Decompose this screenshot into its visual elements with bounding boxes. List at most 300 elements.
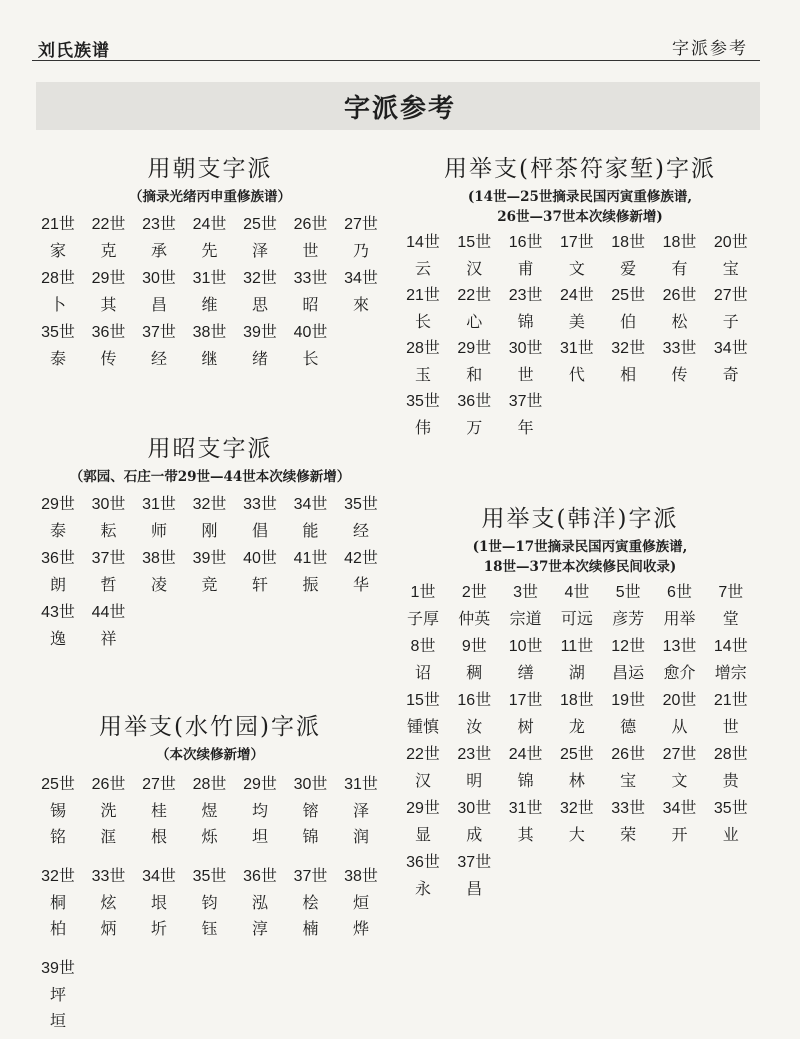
section-note: （摘录光绪丙申重修族谱）	[129, 189, 291, 205]
generation-character: 彦芳	[612, 609, 645, 628]
generation-entry	[182, 212, 238, 264]
generation-number: 36世	[457, 393, 492, 410]
generation-entry	[446, 796, 502, 848]
generation-character: 镕	[302, 801, 319, 820]
generation-number: 25世	[243, 216, 277, 233]
generation-character: 用举	[663, 609, 696, 628]
generation-entry	[498, 389, 554, 441]
generation-character: 钧	[201, 893, 218, 912]
generation-entry	[395, 283, 451, 335]
section-note: （本次续修新增）	[156, 747, 264, 763]
generation-number: 3世	[513, 584, 539, 601]
generation-character: 绪	[251, 349, 268, 368]
generation-character: 凌	[150, 575, 167, 594]
generation-entry	[232, 492, 288, 544]
generation-entry	[652, 230, 708, 282]
generation-entry	[333, 492, 389, 544]
generation-character: 耘	[100, 521, 117, 540]
generation-character: 烜	[352, 893, 369, 912]
generation-number: 24世	[508, 746, 543, 763]
generation-character: 锦	[517, 312, 534, 331]
generation-entry	[446, 634, 502, 686]
generation-entry	[703, 580, 759, 632]
generation-entry	[182, 546, 238, 598]
generation-number: 36世	[243, 868, 277, 885]
generation-entry	[30, 320, 86, 372]
generation-character: 锦	[517, 771, 534, 790]
generation-entry	[30, 492, 86, 544]
generation-entry	[182, 864, 238, 942]
section-juzhi-shuizhuyuan	[40, 708, 380, 765]
generation-entry	[81, 600, 137, 652]
generation-entry	[446, 283, 502, 335]
generation-number: 27世	[662, 746, 697, 763]
generation-character: 昌运	[612, 663, 645, 682]
generation-entry	[333, 864, 389, 942]
generation-number: 25世	[41, 776, 75, 793]
generation-number: 34世	[293, 496, 328, 513]
generation-number: 7世	[718, 584, 744, 601]
generation-entry	[498, 336, 554, 388]
generation-number: 28世	[41, 270, 75, 287]
generation-character: 美	[568, 312, 585, 331]
generation-entry	[549, 283, 605, 335]
generation-number: 36世	[406, 854, 440, 871]
generation-character: 宝	[722, 259, 739, 278]
generation-character: 垠	[150, 893, 167, 912]
generation-number: 18世	[559, 692, 594, 709]
section-juzhi-hanyang	[405, 500, 755, 577]
generation-entry	[600, 283, 656, 335]
generation-entry	[131, 864, 187, 942]
generation-number: 27世	[344, 216, 378, 233]
generation-character: 增宗	[714, 663, 747, 682]
generation-character: 刚	[201, 521, 218, 540]
generation-entry	[30, 956, 86, 1034]
generation-character: 愈介	[663, 663, 696, 682]
generation-number: 4世	[564, 584, 590, 601]
generation-entry	[446, 688, 502, 740]
generation-number: 34世	[713, 340, 748, 357]
generation-entry	[446, 580, 502, 632]
generation-number: 26世	[662, 287, 697, 304]
generation-number: 31世	[142, 496, 176, 513]
generation-entry	[182, 266, 238, 318]
generation-number: 19世	[611, 692, 646, 709]
generation-number: 15世	[457, 234, 492, 251]
generation-character: 來	[352, 295, 369, 314]
generation-number: 28世	[713, 746, 748, 763]
generation-character: 坦	[251, 827, 268, 846]
generation-number: 14世	[713, 638, 748, 655]
generation-entry	[703, 742, 759, 794]
generation-number: 37世	[142, 324, 176, 341]
generation-character: 和	[466, 365, 483, 384]
generation-number: 29世	[91, 270, 126, 287]
generation-number: 9世	[461, 638, 487, 655]
generation-entry	[131, 492, 187, 544]
section-note: 26世—37世本次续修新增)	[497, 209, 663, 225]
generation-number: 2世	[461, 584, 487, 601]
generation-number: 32世	[243, 270, 277, 287]
generation-number: 14世	[406, 234, 440, 251]
generation-character: 昌	[150, 295, 167, 314]
generation-number: 33世	[243, 496, 277, 513]
generation-entry	[549, 634, 605, 686]
generation-character: 传	[100, 349, 117, 368]
generation-entry	[395, 580, 451, 632]
generation-number: 28世	[192, 776, 227, 793]
generation-character: 烨	[352, 919, 369, 938]
generation-number: 36世	[41, 550, 75, 567]
section-note: (1世—17世摘录民国丙寅重修族谱,	[472, 539, 688, 555]
generation-number: 11世	[560, 638, 594, 655]
generation-character: 文	[671, 771, 688, 790]
generation-number: 41世	[293, 550, 328, 567]
generation-number: 39世	[192, 550, 227, 567]
generation-character: 有	[671, 259, 688, 278]
generation-number: 29世	[243, 776, 277, 793]
generation-number: 5世	[615, 584, 641, 601]
generation-character: 湖	[568, 663, 585, 682]
generation-number: 33世	[611, 800, 646, 817]
generation-entry	[498, 742, 554, 794]
generation-entry	[81, 492, 137, 544]
generation-character: 煜	[201, 801, 218, 820]
generation-character: 从	[671, 717, 688, 736]
generation-number: 26世	[91, 776, 126, 793]
generation-entry	[498, 634, 554, 686]
generation-entry	[30, 266, 86, 318]
generation-character: 汉	[414, 771, 431, 790]
generation-number: 28世	[406, 340, 440, 357]
generation-number: 30世	[142, 270, 176, 287]
generation-number: 37世	[91, 550, 126, 567]
generation-entry	[600, 634, 656, 686]
generation-character: 代	[568, 365, 585, 384]
generation-character: 淳	[251, 919, 268, 938]
chapter-title: 字派参考	[672, 39, 748, 59]
generation-character: 克	[100, 241, 117, 260]
generation-entry	[30, 546, 86, 598]
generation-entry	[232, 266, 288, 318]
generation-character: 根	[150, 827, 167, 846]
generation-character: 开	[671, 825, 688, 844]
generation-number: 20世	[713, 234, 748, 251]
generation-number: 42世	[344, 550, 378, 567]
generation-character: 泽	[251, 241, 268, 260]
generation-character: 垣	[49, 1011, 66, 1030]
generation-character: 经	[150, 349, 167, 368]
generation-entry	[446, 389, 502, 441]
generation-character: 万	[466, 418, 483, 437]
generation-character: 经	[352, 521, 369, 540]
generation-number: 10世	[508, 638, 543, 655]
generation-character: 贵	[722, 771, 739, 790]
generation-number: 23世	[508, 287, 543, 304]
generation-character: 泰	[49, 521, 66, 540]
generation-character: 爱	[620, 259, 637, 278]
section-note: 18世—37世本次续修民间收录)	[483, 559, 677, 575]
generation-entry	[395, 850, 451, 902]
generation-character: 泓	[251, 893, 268, 912]
section-chaozhi	[40, 150, 380, 207]
generation-entry	[131, 772, 187, 850]
generation-character: 轩	[251, 575, 268, 594]
generation-number: 26世	[611, 746, 646, 763]
generation-number: 35世	[41, 324, 75, 341]
generation-entry	[446, 850, 502, 902]
generation-entry	[395, 796, 451, 848]
generation-character: 桐	[49, 893, 66, 912]
generation-number: 32世	[559, 800, 594, 817]
generation-character: 云	[414, 259, 431, 278]
generation-entry	[232, 864, 288, 942]
generation-entry	[652, 742, 708, 794]
generation-character: 伟	[414, 418, 431, 437]
generation-number: 22世	[406, 746, 440, 763]
generation-number: 22世	[457, 287, 492, 304]
generation-entry	[703, 283, 759, 335]
generation-entry	[498, 796, 554, 848]
generation-character: 树	[517, 717, 534, 736]
generation-character: 玉	[414, 365, 431, 384]
generation-number: 21世	[41, 216, 75, 233]
generation-number: 32世	[192, 496, 227, 513]
generation-number: 22世	[91, 216, 126, 233]
generation-number: 18世	[662, 234, 697, 251]
generation-entry	[81, 864, 137, 942]
generation-character: 宝	[620, 771, 637, 790]
generation-character: 炫	[100, 893, 117, 912]
generation-number: 21世	[406, 287, 440, 304]
generation-entry	[600, 230, 656, 282]
section-note: (14世—25世摘录民国丙寅重修族谱,	[467, 189, 693, 205]
generation-entry	[446, 742, 502, 794]
generation-entry	[652, 580, 708, 632]
generation-entry	[283, 320, 339, 372]
generation-entry	[600, 742, 656, 794]
generation-character: 汉	[466, 259, 483, 278]
generation-number: 31世	[192, 270, 227, 287]
generation-number: 32世	[41, 868, 75, 885]
generation-number: 12世	[611, 638, 646, 655]
generation-entry	[703, 688, 759, 740]
generation-entry	[395, 336, 451, 388]
generation-character: 均	[251, 801, 268, 820]
generation-character: 仲英	[458, 609, 491, 628]
generation-number: 31世	[344, 776, 378, 793]
generation-number: 27世	[142, 776, 176, 793]
generation-character: 缮	[517, 663, 534, 682]
generation-character: 传	[671, 365, 688, 384]
generation-entry	[498, 688, 554, 740]
generation-character: 德	[620, 717, 637, 736]
generation-entry	[30, 600, 86, 652]
generation-character: 年	[517, 418, 534, 437]
generation-character: 楠	[302, 919, 319, 938]
generation-character: 卜	[49, 295, 66, 314]
generation-number: 16世	[508, 234, 543, 251]
generation-character: 润	[352, 827, 369, 846]
generation-character: 圻	[150, 919, 167, 938]
generation-number: 35世	[344, 496, 378, 513]
generation-number: 20世	[662, 692, 697, 709]
generation-character: 成	[466, 825, 483, 844]
generation-entry	[395, 634, 451, 686]
generation-entry	[283, 864, 339, 942]
generation-entry	[703, 336, 759, 388]
generation-entry	[549, 336, 605, 388]
generation-entry	[652, 336, 708, 388]
generation-character: 竞	[201, 575, 218, 594]
generation-entry	[333, 212, 389, 264]
generation-number: 16世	[457, 692, 492, 709]
generation-number: 33世	[662, 340, 697, 357]
generation-entry	[498, 230, 554, 282]
generation-entry	[81, 266, 137, 318]
generation-entry	[498, 580, 554, 632]
generation-character: 子	[722, 312, 739, 331]
generation-character: 哲	[100, 575, 117, 594]
generation-entry	[703, 230, 759, 282]
generation-entry	[182, 772, 238, 850]
generation-number: 34世	[662, 800, 697, 817]
generation-entry	[232, 546, 288, 598]
generation-character: 维	[201, 295, 218, 314]
generation-number: 31世	[559, 340, 594, 357]
generation-character: 显	[414, 825, 431, 844]
generation-character: 昌	[466, 879, 483, 898]
generation-character: 诏	[414, 663, 431, 682]
generation-number: 17世	[559, 234, 594, 251]
generation-character: 林	[568, 771, 585, 790]
generation-entry	[498, 283, 554, 335]
generation-entry	[131, 320, 187, 372]
generation-character: 其	[517, 825, 534, 844]
generation-entry	[232, 320, 288, 372]
generation-character: 乃	[352, 241, 369, 260]
generation-number: 17世	[508, 692, 543, 709]
generation-number: 25世	[559, 746, 594, 763]
generation-entry	[333, 772, 389, 850]
generation-character: 逸	[49, 629, 66, 648]
generation-character: 桧	[302, 893, 319, 912]
generation-entry	[549, 580, 605, 632]
section-title: 用昭支字派	[147, 436, 273, 462]
generation-character: 锺慎	[406, 717, 439, 736]
generation-character: 炳	[100, 919, 117, 938]
generation-character: 钰	[201, 919, 218, 938]
generation-character: 洗	[100, 801, 117, 820]
generation-character: 永	[414, 879, 431, 898]
generation-character: 朗	[49, 575, 66, 594]
generation-character: 洭	[100, 827, 117, 846]
generation-character: 倡	[251, 521, 268, 540]
generation-character: 世	[517, 365, 534, 384]
generation-number: 37世	[457, 854, 492, 871]
generation-number: 38世	[344, 868, 378, 885]
generation-number: 38世	[142, 550, 176, 567]
generation-entry	[182, 492, 238, 544]
generation-character: 世	[722, 717, 739, 736]
section-note: （郭园、石庄一带29世—44世本次续修新增）	[69, 469, 351, 485]
generation-number: 40世	[243, 550, 277, 567]
generation-number: 1世	[410, 584, 436, 601]
generation-entry	[81, 212, 137, 264]
generation-number: 35世	[406, 393, 440, 410]
generation-number: 39世	[243, 324, 277, 341]
generation-entry	[395, 389, 451, 441]
generation-entry	[131, 212, 187, 264]
generation-entry	[283, 266, 339, 318]
generation-entry	[30, 864, 86, 942]
generation-number: 40世	[293, 324, 328, 341]
generation-number: 27世	[713, 287, 748, 304]
generation-character: 大	[568, 825, 585, 844]
generation-number: 34世	[142, 868, 176, 885]
generation-character: 明	[466, 771, 483, 790]
generation-character: 其	[100, 295, 117, 314]
generation-number: 37世	[293, 868, 328, 885]
generation-number: 24世	[559, 287, 594, 304]
generation-character: 铭	[49, 827, 66, 846]
generation-character: 稠	[466, 663, 483, 682]
generation-number: 18世	[611, 234, 646, 251]
generation-character: 松	[671, 312, 688, 331]
generation-entry	[395, 742, 451, 794]
generation-entry	[446, 336, 502, 388]
generation-entry	[333, 546, 389, 598]
generation-entry	[283, 772, 339, 850]
section-title: 用举支(枰茶符家堑)字派	[444, 156, 716, 182]
generation-character: 龙	[568, 717, 585, 736]
generation-entry	[232, 212, 288, 264]
generation-number: 43世	[41, 604, 75, 621]
generation-number: 31世	[508, 800, 543, 817]
generation-number: 44世	[91, 604, 126, 621]
generation-entry	[283, 546, 339, 598]
generation-character: 师	[150, 521, 167, 540]
generation-entry	[652, 796, 708, 848]
generation-character: 锦	[302, 827, 319, 846]
generation-number: 26世	[293, 216, 328, 233]
generation-character: 宗道	[509, 609, 542, 628]
generation-entry	[652, 688, 708, 740]
generation-entry	[600, 688, 656, 740]
generation-character: 长	[302, 349, 319, 368]
generation-character: 世	[302, 241, 319, 260]
generation-number: 35世	[713, 800, 748, 817]
generation-character: 泽	[352, 801, 369, 820]
generation-entry	[600, 580, 656, 632]
generation-number: 6世	[667, 584, 692, 601]
generation-number: 30世	[457, 800, 492, 817]
generation-number: 29世	[457, 340, 492, 357]
generation-number: 13世	[662, 638, 697, 655]
generation-character: 坪	[49, 985, 66, 1004]
generation-entry	[333, 266, 389, 318]
generation-number: 8世	[410, 638, 436, 655]
generation-entry	[81, 320, 137, 372]
generation-entry	[600, 336, 656, 388]
generation-character: 可远	[560, 609, 593, 628]
generation-number: 35世	[192, 868, 227, 885]
generation-number: 30世	[293, 776, 328, 793]
generation-number: 33世	[293, 270, 328, 287]
generation-entry	[30, 772, 86, 850]
generation-number: 23世	[142, 216, 176, 233]
